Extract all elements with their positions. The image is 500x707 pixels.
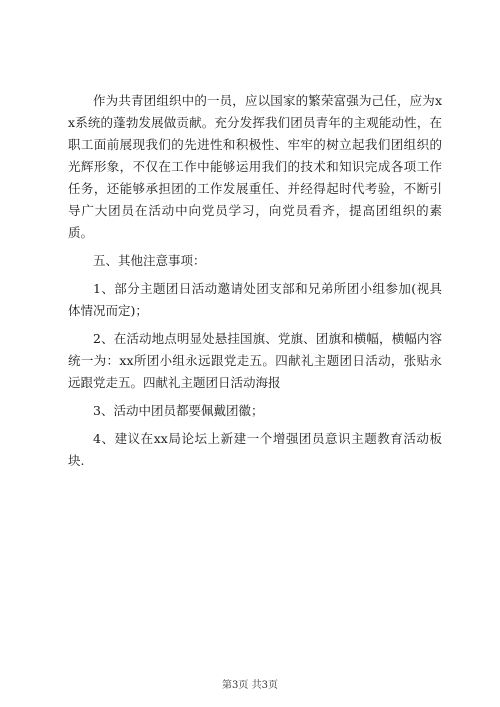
document-body bbox=[68, 90, 442, 478]
list-item-4: 4、建议在xx局论坛上新建一个增强团员意识主题教育活动板块. bbox=[68, 431, 442, 468]
paragraph-intro: 作为共青团组织中的一员，应以国家的繁荣富强为己任，应为xx系统的蓬勃发展做贡献。充分发挥我们团员青年的主观能动性，在职工面前展现我们的先进性和积极性、牢牢的树立起我们团组织的光辉形象，不仅在工作中能够运用我们的技术和知识完成各项工作任务，还能够承担团的工作发展重任、并经得起时代考验，不断引导广大团员在活动中向党员学习，向党员看齐，提高团组织的素质。 bbox=[68, 93, 442, 240]
section-heading-other-notes: 五、其他注意事项： bbox=[93, 253, 206, 268]
list-item-1: 1、部分主题团日活动邀请处团支部和兄弟所团小组参加(视具体情况而定)； bbox=[68, 281, 442, 318]
page-number-footer: 第3页 共3页 bbox=[222, 680, 278, 691]
list-item-3: 3、活动中团员都要佩戴团徽； bbox=[93, 403, 264, 418]
list-item-2: 2、在活动地点明显处悬挂国旗、党旗、团旗和横幅，横幅内容统一为：xx所团小组永远跟党走五。四献礼主题团日活动，张贴永远跟党走五。四献礼主题团日活动海报 bbox=[68, 331, 442, 390]
